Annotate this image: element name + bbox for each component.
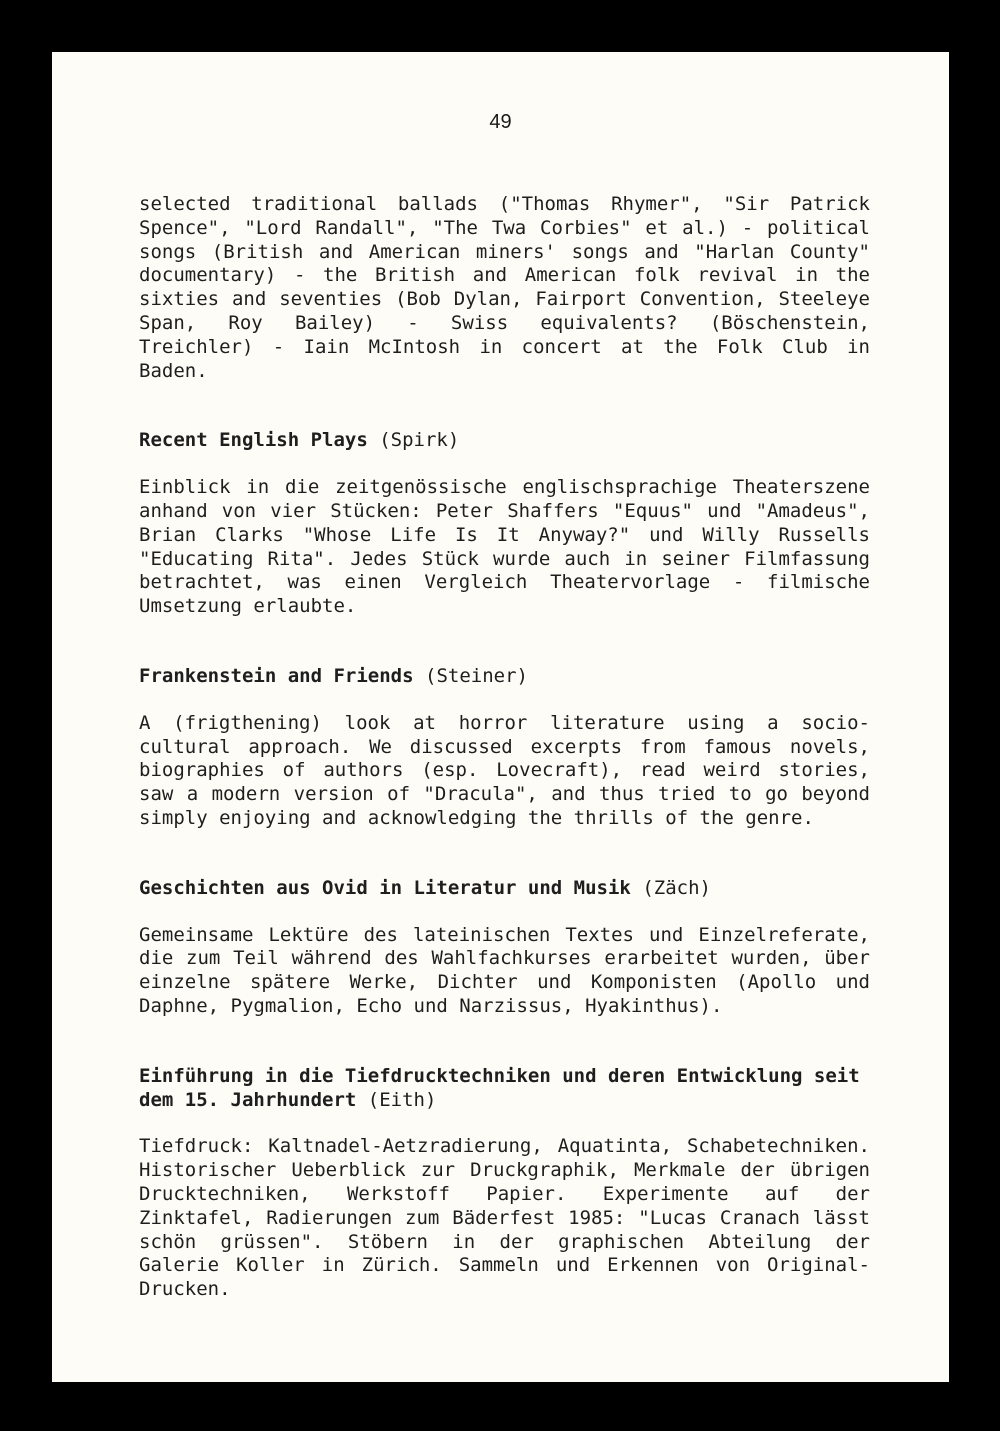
section-body: A (frigthening) look at horror literature using a socio-cultural approach. We discussed excerpts from famous novels, biographies of authors (esp. Lovecraft), read weird stories, saw a modern version of "Dracula", and thus tried to go beyond simply enjoying and acknowledging the thrills of the genre. (139, 711, 870, 829)
page-content (139, 193, 870, 1302)
section-heading (139, 665, 870, 689)
section-body: Gemeinsame Lektüre des lateinischen Textes und Einzelreferate, die zum Teil während des Wahlfachkurses erarbeitet wurden, über einzelne spätere Werke, Dichter und Komponisten (Apollo und Daphne, Pygmalion, Echo und Narzissus, Hyakinthus). (139, 923, 870, 1017)
section-title: Recent English Plays (139, 429, 368, 452)
section-author: (Steiner) (425, 664, 528, 687)
page-number: 49 (489, 111, 512, 133)
section-geschichten-aus-ovid (139, 877, 870, 1019)
document-page (52, 52, 949, 1382)
section-heading (139, 429, 870, 453)
section-tiefdrucktechniken (139, 1065, 870, 1302)
section-author: (Zäch) (642, 876, 711, 899)
section-title: Einführung in die Tiefdrucktechniken und deren Entwicklung seit dem 15. Jahrhundert (139, 1064, 860, 1111)
section-title: Frankenstein and Friends (139, 664, 414, 687)
section-frankenstein-and-friends (139, 665, 870, 831)
section-author: (Eith) (367, 1088, 437, 1111)
section-body: Einblick in die zeitgenössische englischsprachige Theaterszene anhand von vier Stücken: Peter Shaffers "Equus" und "Amadeus", Brian Clarks "Whose Life Is It Anyway?" und Willy Russells "Educating Rita". Jedes Stück wurde auch in seiner Filmfassung betrachtet, was einen Vergleich Theatervorlage - filmische Umsetzung erlaubte. (139, 476, 870, 618)
section-author: (Spirk) (379, 429, 460, 452)
intro-paragraph: selected traditional ballads ("Thomas Rhymer", "Sir Patrick Spence", "Lord Randall", "The Twa Corbies" et al.) - political songs (British and American miners' songs and "Harlan County" documentary) - the British and American folk revival in the sixties and seventies (Bob Dylan, Fairport Convention, Steeleye Span, Roy Bailey) - Swiss equivalents? (Böschenstein, Treichler) - Iain McIntosh in concert at the Folk Club in Baden. (139, 193, 870, 382)
section-heading (139, 1065, 870, 1113)
section-recent-english-plays (139, 429, 870, 619)
section-body: Tiefdruck: Kaltnadel-Aetzradierung, Aquatinta, Schabetechniken. Historischer Ueberblick zur Druckgraphik, Merkmale der übrigen Drucktechniken, Werkstoff Papier. Experimente auf der Zinktafel, Radierungen zum Bäderfest 1985: "Lucas Cranach lässt schön grüssen". Stöbern in der graphischen Abteilung der Galerie Koller in Zürich. Sammeln und Erkennen von Original-Drucken. (139, 1135, 870, 1301)
section-heading (139, 877, 870, 901)
section-title: Geschichten aus Ovid in Literatur und Musik (139, 876, 631, 899)
